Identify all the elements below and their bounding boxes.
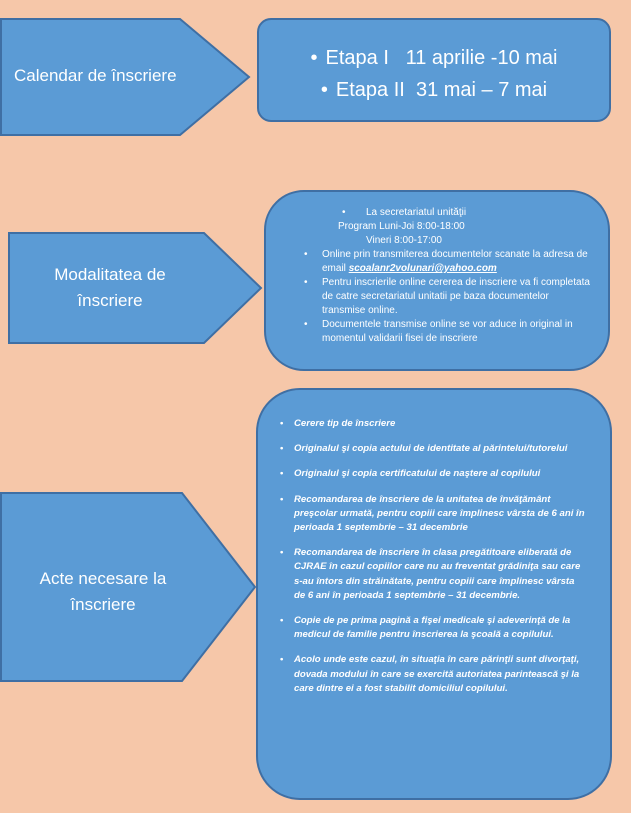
secretariat-title: La secretariatul unităţii (366, 207, 467, 218)
acte-box (256, 388, 612, 800)
acte-item: • Copie de pe prima pagină a fişei medicale şi adeverinţă de la medicul de familie pentru înscrierea la şcoală a copilului. (280, 615, 571, 641)
modalitate-box (264, 190, 610, 371)
acte-item-text: Originalul şi copia certificatului de naştere al copilului (294, 468, 541, 480)
online-text: Online prin transmiterea documentelor scanate la adresa de email (322, 249, 588, 274)
modalitate-arrow (8, 232, 263, 344)
modalitate-label-line2: înscriere (77, 291, 143, 310)
acte-item-text: Recomandarea de înscriere în clasa pregătitoare eliberată de CJRAE în cazul copiilor care nu au freventat grădiniţa sau care s-au întors din străinătate, pentru copiii care împlinesc vârsta de 6 ani în perioada 1 septembrie – 31 decembrie. (294, 547, 581, 601)
acte-item-text: Copie de pe prima pagină a fişei medicale şi adeverinţă de la medicul de familie pentru înscrierea la şcoală a copilului. (294, 615, 571, 641)
program-line2: Vineri 8:00-17:00 (366, 235, 442, 246)
acte-item-text: Originalul şi copia actului de identitate al părintelui/tutorelui (294, 443, 568, 455)
calendar-item: • Etapa II 31 mai – 7 mai (320, 79, 548, 101)
acte-item: • Originalul şi copia certificatului de naştere al copilului (280, 468, 541, 480)
original-docs-text: Documentele transmise online se vor aduce in original in momentul validarii fisei de inscriere (322, 319, 573, 344)
bullet-dot: • (304, 249, 308, 260)
calendar-box (257, 18, 611, 122)
acte-item: • Acolo unde este cazul, în situaţia în care părinţii sunt divorţaţi, dovada modului în care se exercită autoriatea parintească şi la care dintre ei a fost stabilit domiciliul copilului. (280, 654, 580, 694)
acte-item: • Recomandarea de înscriere de la unitatea de învăţământ preşcolar urmată, pentru copiii care împlinesc vârsta de 6 ani în perioada 1 septembrie – 31 decembrie (280, 493, 585, 534)
acte-label-line1: Acte necesare la (39, 569, 167, 588)
calendar-arrow (0, 18, 251, 136)
acte-arrow (0, 492, 257, 682)
acte-label-line2: înscriere (70, 595, 136, 614)
bullet-dot: • (304, 319, 308, 330)
calendar-label: Calendar de înscriere (14, 66, 177, 85)
acte-item-text: Acolo unde este cazul, în situaţia în care părinţii sunt divorţaţi, dovada modului în care se exercită autoriatea parintească şi la care dintre ei a fost stabilit domiciliul copilului. (294, 654, 580, 694)
acte-item-text: Recomandarea de înscriere de la unitatea de învăţământ preşcolar urmată, pentru copiii care împlinesc vârsta de 6 ani în perioada 1 septembrie – 31 decembrie (294, 493, 585, 534)
bullet-dot: • (304, 277, 308, 288)
calendar-item-text: Etapa I 11 aprilie -10 mai (325, 47, 558, 69)
acte-item: • Recomandarea de înscriere în clasa pregătitoare eliberată de CJRAE în cazul copiilor care nu au freventat grădiniţa sau care s-au întors din străinătate, pentru copiii care împlinesc vârsta de 6 ani în perioada 1 septembrie – 31 decembrie. (280, 547, 581, 601)
online-cerere-text: Pentru inscrierile online cererea de inscriere va fi completata de catre secretariatul unitatii pe baza documentelor transmise online. (322, 277, 590, 316)
acte-item: • Originalul şi copia actului de identitate al părintelui/tutorelui (280, 443, 568, 455)
email-link[interactable]: scoalanr2volunari@yahoo.com (348, 263, 497, 274)
program-line1: Program Luni-Joi 8:00-18:00 (338, 221, 465, 232)
modalitate-label-line1: Modalitatea de (54, 265, 166, 284)
acte-item-text: Cerere tip de înscriere (294, 418, 396, 429)
acte-item: • Cerere tip de înscriere (280, 418, 396, 429)
calendar-item: • Etapa I 11 aprilie -10 mai (310, 47, 558, 69)
calendar-item-text: Etapa II 31 mai – 7 mai (335, 79, 548, 101)
bullet-dot: • (342, 207, 346, 218)
